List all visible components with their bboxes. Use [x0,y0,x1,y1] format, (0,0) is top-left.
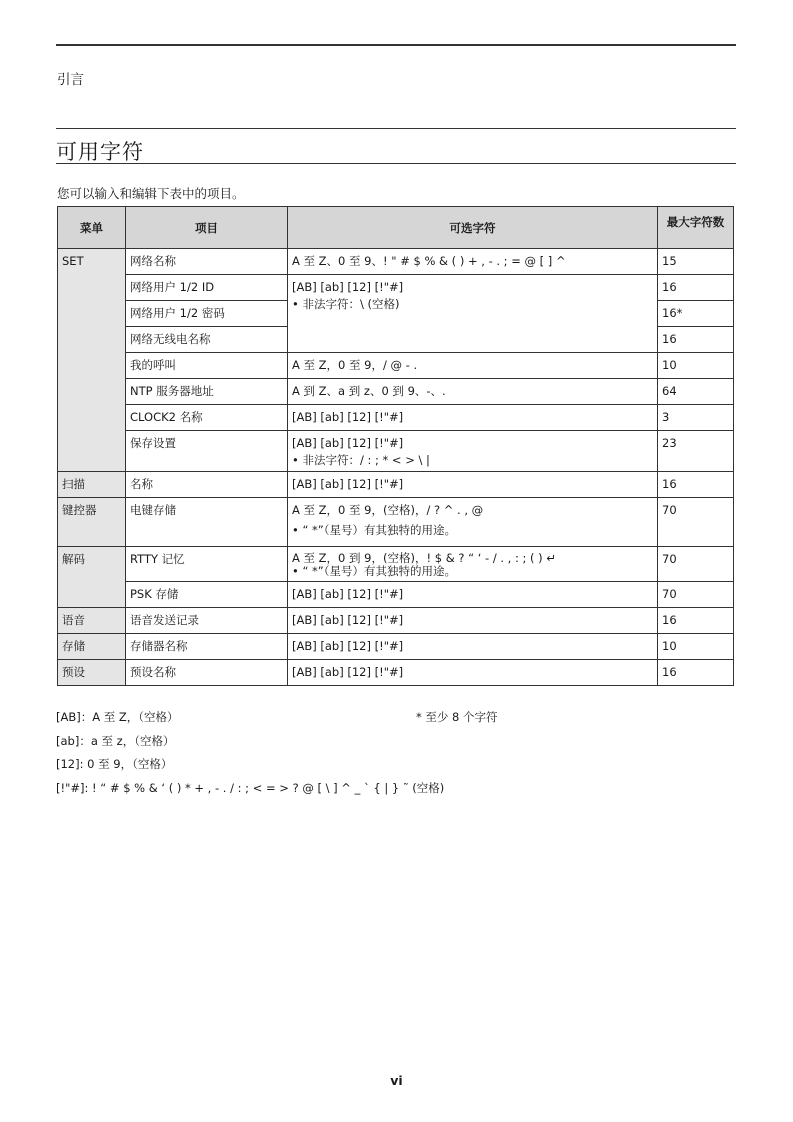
max-cell: 23 [658,431,734,472]
menu-cell-scan: 扫描 [58,472,126,498]
table-row [58,582,734,608]
chars-cell: A 到 Z、a 到 z、0 到 9、-、. [288,379,658,405]
item-cell: 网络用户 1/2 密码 [126,301,288,327]
header-max: 最大字符数 [658,207,734,249]
max-cell: 10 [658,353,734,379]
max-cell: 16 [658,275,734,301]
table-row [58,608,734,634]
item-cell: 我的呼叫 [126,353,288,379]
table-row [58,275,734,301]
item-cell: 网络无线电名称 [126,327,288,353]
chars-bullet: • “ *”（星号）有其独特的用途。 [292,564,457,578]
section-rule [56,128,736,129]
chars-cell [288,275,658,353]
table-row [58,547,734,582]
max-cell: 10 [658,634,734,660]
header-item: 项目 [126,207,288,249]
item-cell: 存储器名称 [126,634,288,660]
max-cell: 16 [658,472,734,498]
header-chars: 可选字符 [288,207,658,249]
chars-text: A 至 Z，0 到 9，(空格)，! $ & ? “ ‘ - / . , : ; ( ) ↵ [292,551,556,565]
max-cell: 70 [658,547,734,582]
note-symbols: [!"#]: ! “ # $ % & ‘ ( ) * + , - . / : ; < = > ? @ [ \ ] ^ _ ` { | } ˜ (空格) [56,780,445,795]
max-cell: 64 [658,379,734,405]
chars-cell: [AB] [ab] [12] [!"#] [288,634,658,660]
menu-cell-keyer: 键控器 [58,498,126,547]
chars-bullet: • 非法字符：\ (空格) [292,297,400,311]
header-label: 引言 [57,72,84,88]
available-characters-table [57,206,734,686]
max-cell: 16 [658,660,734,686]
item-cell: NTP 服务器地址 [126,379,288,405]
max-cell: 15 [658,249,734,275]
note-ab-lower: [ab]：a 至 z，（空格） [56,733,175,748]
table-row [58,660,734,686]
table-row [58,405,734,431]
title-underline [56,163,736,164]
chars-cell: [AB] [ab] [12] [!"#] [288,608,658,634]
chars-cell: A 至 Z、0 至 9、! " # $ % & ( ) + , - . ; = @ [ ] ^ [288,249,658,275]
chars-cell: [AB] [ab] [12] [!"#] [288,582,658,608]
chars-cell: A 至 Z，0 至 9，/ @ - . [288,353,658,379]
intro-text: 您可以输入和编辑下表中的项目。 [57,186,245,201]
chars-text: [AB] [ab] [12] [!"#] [292,280,404,294]
table-row [58,634,734,660]
table-row [58,379,734,405]
note-ab-upper: [AB]：A 至 Z，（空格） [56,710,179,724]
item-cell: 语音发送记录 [126,608,288,634]
item-cell: 电键存储 [126,498,288,547]
character-set-notes [56,706,444,800]
item-cell: CLOCK2 名称 [126,405,288,431]
item-cell: 保存设置 [126,431,288,472]
max-cell: 70 [658,498,734,547]
table-header-row [58,207,734,249]
item-cell: 网络名称 [126,249,288,275]
table-row [58,498,734,547]
footnote: * 至少 8 个字符 [416,710,498,724]
max-cell: 3 [658,405,734,431]
table-row [58,249,734,275]
menu-cell-preset: 预设 [58,660,126,686]
max-cell: 16* [658,301,734,327]
menu-cell-decode: 解码 [58,547,126,608]
top-rule [56,44,736,46]
item-cell: 网络用户 1/2 ID [126,275,288,301]
table-row [58,353,734,379]
chars-bullet: • 非法字符：/ : ; * < > \ | [292,453,430,467]
header-menu: 菜单 [58,207,126,249]
chars-cell: [AB] [ab] [12] [!"#] [288,660,658,686]
max-cell: 16 [658,608,734,634]
menu-cell-memory: 存储 [58,634,126,660]
menu-cell-voice: 语音 [58,608,126,634]
item-cell: 预设名称 [126,660,288,686]
section-title: 可用字符 [56,140,144,164]
max-cell: 70 [658,582,734,608]
chars-cell [288,547,658,582]
chars-bullet: • “ *”（星号）有其独特的用途。 [292,523,457,537]
chars-cell [288,431,658,472]
menu-cell-set: SET [58,249,126,472]
item-cell: RTTY 记忆 [126,547,288,582]
chars-text: [AB] [ab] [12] [!"#] [292,436,404,450]
item-cell: PSK 存储 [126,582,288,608]
chars-cell: [AB] [ab] [12] [!"#] [288,405,658,431]
note-12: [12]: 0 至 9，（空格） [56,757,173,771]
chars-cell: [AB] [ab] [12] [!"#] [288,472,658,498]
chars-cell [288,498,658,547]
chars-text: A 至 Z，0 至 9，(空格)，/ ? ^ . , @ [292,503,484,517]
table-row [58,431,734,472]
table-row [58,472,734,498]
max-cell: 16 [658,327,734,353]
page-number: vi [390,1073,403,1088]
item-cell: 名称 [126,472,288,498]
